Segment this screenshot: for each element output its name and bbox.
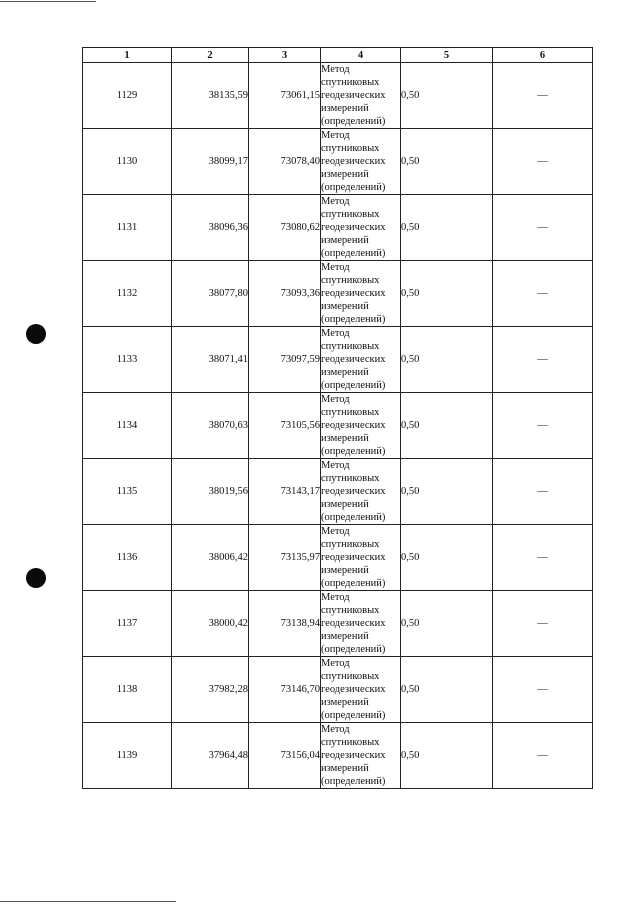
method-cell bbox=[321, 327, 401, 393]
method-line: измерений bbox=[321, 301, 369, 312]
method-cell bbox=[321, 525, 401, 591]
note-cell: — bbox=[493, 525, 593, 591]
table-row bbox=[83, 657, 593, 723]
x-coordinate-cell: 38000,42 bbox=[172, 591, 249, 657]
method-line: измерений bbox=[321, 433, 369, 444]
x-coordinate-cell: 38019,56 bbox=[172, 459, 249, 525]
method-cell bbox=[321, 657, 401, 723]
y-coordinate-cell: 73138,94 bbox=[249, 591, 321, 657]
table-header bbox=[83, 48, 593, 63]
method-line: геодезических bbox=[321, 552, 386, 563]
method-line: (определений) bbox=[321, 578, 386, 589]
method-cell bbox=[321, 591, 401, 657]
method-line: геодезических bbox=[321, 486, 386, 497]
point-number-cell: 1137 bbox=[83, 591, 172, 657]
header-col-1: 1 bbox=[83, 48, 172, 63]
method-cell bbox=[321, 723, 401, 789]
note-cell: — bbox=[493, 657, 593, 723]
precision-cell: 0,50 bbox=[401, 723, 493, 789]
method-line: геодезических bbox=[321, 222, 386, 233]
method-line: (определений) bbox=[321, 512, 386, 523]
y-coordinate-cell: 73135,97 bbox=[249, 525, 321, 591]
method-line: спутниковых bbox=[321, 671, 380, 682]
note-cell: — bbox=[493, 195, 593, 261]
point-number-cell: 1139 bbox=[83, 723, 172, 789]
header-col-3: 3 bbox=[249, 48, 321, 63]
point-number-cell: 1133 bbox=[83, 327, 172, 393]
method-line: Метод bbox=[321, 328, 350, 339]
punch-hole-top bbox=[26, 324, 46, 344]
point-number-cell: 1138 bbox=[83, 657, 172, 723]
note-cell: — bbox=[493, 393, 593, 459]
method-cell bbox=[321, 459, 401, 525]
table-body bbox=[83, 63, 593, 789]
point-number-cell: 1136 bbox=[83, 525, 172, 591]
method-line: спутниковых bbox=[321, 341, 380, 352]
table-row bbox=[83, 591, 593, 657]
table-row bbox=[83, 195, 593, 261]
table-row bbox=[83, 459, 593, 525]
x-coordinate-cell: 38077,80 bbox=[172, 261, 249, 327]
precision-cell: 0,50 bbox=[401, 591, 493, 657]
header-col-6: 6 bbox=[493, 48, 593, 63]
method-line: Метод bbox=[321, 658, 350, 669]
method-line: измерений bbox=[321, 103, 369, 114]
method-line: геодезических bbox=[321, 750, 386, 761]
method-line: спутниковых bbox=[321, 143, 380, 154]
method-line: (определений) bbox=[321, 776, 386, 787]
y-coordinate-cell: 73093,36 bbox=[249, 261, 321, 327]
method-line: геодезических bbox=[321, 420, 386, 431]
precision-cell: 0,50 bbox=[401, 327, 493, 393]
method-line: измерений bbox=[321, 763, 369, 774]
method-line: спутниковых bbox=[321, 77, 380, 88]
method-cell bbox=[321, 393, 401, 459]
method-line: спутниковых bbox=[321, 605, 380, 616]
bottom-edge-rule bbox=[0, 901, 176, 902]
method-line: Метод bbox=[321, 460, 350, 471]
table-row bbox=[83, 129, 593, 195]
method-line: Метод bbox=[321, 394, 350, 405]
note-cell: — bbox=[493, 129, 593, 195]
method-line: Метод bbox=[321, 64, 350, 75]
note-cell: — bbox=[493, 261, 593, 327]
method-line: спутниковых bbox=[321, 275, 380, 286]
method-line: (определений) bbox=[321, 710, 386, 721]
method-line: геодезических bbox=[321, 618, 386, 629]
method-line: Метод bbox=[321, 196, 350, 207]
table-row bbox=[83, 393, 593, 459]
y-coordinate-cell: 73061,15 bbox=[249, 63, 321, 129]
note-cell: — bbox=[493, 63, 593, 129]
y-coordinate-cell: 73146,70 bbox=[249, 657, 321, 723]
point-number-cell: 1135 bbox=[83, 459, 172, 525]
note-cell: — bbox=[493, 459, 593, 525]
method-line: измерений bbox=[321, 499, 369, 510]
method-cell bbox=[321, 261, 401, 327]
x-coordinate-cell: 38099,17 bbox=[172, 129, 249, 195]
method-line: Метод bbox=[321, 130, 350, 141]
table-row bbox=[83, 63, 593, 129]
precision-cell: 0,50 bbox=[401, 525, 493, 591]
method-line: (определений) bbox=[321, 314, 386, 325]
method-line: измерений bbox=[321, 565, 369, 576]
top-edge-rule bbox=[0, 1, 96, 2]
precision-cell: 0,50 bbox=[401, 129, 493, 195]
method-line: измерений bbox=[321, 235, 369, 246]
method-line: спутниковых bbox=[321, 473, 380, 484]
coordinates-table bbox=[82, 47, 593, 789]
header-col-5: 5 bbox=[401, 48, 493, 63]
method-line: (определений) bbox=[321, 446, 386, 457]
y-coordinate-cell: 73078,40 bbox=[249, 129, 321, 195]
note-cell: — bbox=[493, 591, 593, 657]
point-number-cell: 1130 bbox=[83, 129, 172, 195]
method-line: геодезических bbox=[321, 288, 386, 299]
x-coordinate-cell: 38071,41 bbox=[172, 327, 249, 393]
y-coordinate-cell: 73097,59 bbox=[249, 327, 321, 393]
precision-cell: 0,50 bbox=[401, 657, 493, 723]
method-line: Метод bbox=[321, 724, 350, 735]
precision-cell: 0,50 bbox=[401, 459, 493, 525]
method-cell bbox=[321, 195, 401, 261]
table-row bbox=[83, 261, 593, 327]
method-line: (определений) bbox=[321, 644, 386, 655]
method-line: измерений bbox=[321, 367, 369, 378]
note-cell: — bbox=[493, 327, 593, 393]
x-coordinate-cell: 38096,36 bbox=[172, 195, 249, 261]
method-line: Метод bbox=[321, 262, 350, 273]
table-row bbox=[83, 723, 593, 789]
x-coordinate-cell: 37982,28 bbox=[172, 657, 249, 723]
header-col-4: 4 bbox=[321, 48, 401, 63]
precision-cell: 0,50 bbox=[401, 393, 493, 459]
method-line: спутниковых bbox=[321, 407, 380, 418]
header-col-2: 2 bbox=[172, 48, 249, 63]
table-row bbox=[83, 525, 593, 591]
y-coordinate-cell: 73156,04 bbox=[249, 723, 321, 789]
precision-cell: 0,50 bbox=[401, 195, 493, 261]
method-line: (определений) bbox=[321, 380, 386, 391]
method-line: геодезических bbox=[321, 354, 386, 365]
x-coordinate-cell: 37964,48 bbox=[172, 723, 249, 789]
method-line: Метод bbox=[321, 526, 350, 537]
table-row bbox=[83, 327, 593, 393]
x-coordinate-cell: 38070,63 bbox=[172, 393, 249, 459]
method-line: спутниковых bbox=[321, 737, 380, 748]
method-line: спутниковых bbox=[321, 539, 380, 550]
header-row bbox=[83, 48, 593, 63]
method-line: измерений bbox=[321, 697, 369, 708]
method-line: (определений) bbox=[321, 248, 386, 259]
x-coordinate-cell: 38135,59 bbox=[172, 63, 249, 129]
method-line: измерений bbox=[321, 169, 369, 180]
point-number-cell: 1131 bbox=[83, 195, 172, 261]
x-coordinate-cell: 38006,42 bbox=[172, 525, 249, 591]
y-coordinate-cell: 73080,62 bbox=[249, 195, 321, 261]
method-line: геодезических bbox=[321, 156, 386, 167]
y-coordinate-cell: 73143,17 bbox=[249, 459, 321, 525]
point-number-cell: 1129 bbox=[83, 63, 172, 129]
precision-cell: 0,50 bbox=[401, 261, 493, 327]
method-line: спутниковых bbox=[321, 209, 380, 220]
method-line: (определений) bbox=[321, 182, 386, 193]
point-number-cell: 1134 bbox=[83, 393, 172, 459]
method-line: Метод bbox=[321, 592, 350, 603]
method-cell bbox=[321, 63, 401, 129]
precision-cell: 0,50 bbox=[401, 63, 493, 129]
y-coordinate-cell: 73105,56 bbox=[249, 393, 321, 459]
method-line: (определений) bbox=[321, 116, 386, 127]
method-line: геодезических bbox=[321, 90, 386, 101]
note-cell: — bbox=[493, 723, 593, 789]
method-line: геодезических bbox=[321, 684, 386, 695]
method-line: измерений bbox=[321, 631, 369, 642]
method-cell bbox=[321, 129, 401, 195]
point-number-cell: 1132 bbox=[83, 261, 172, 327]
punch-hole-bottom bbox=[26, 568, 46, 588]
